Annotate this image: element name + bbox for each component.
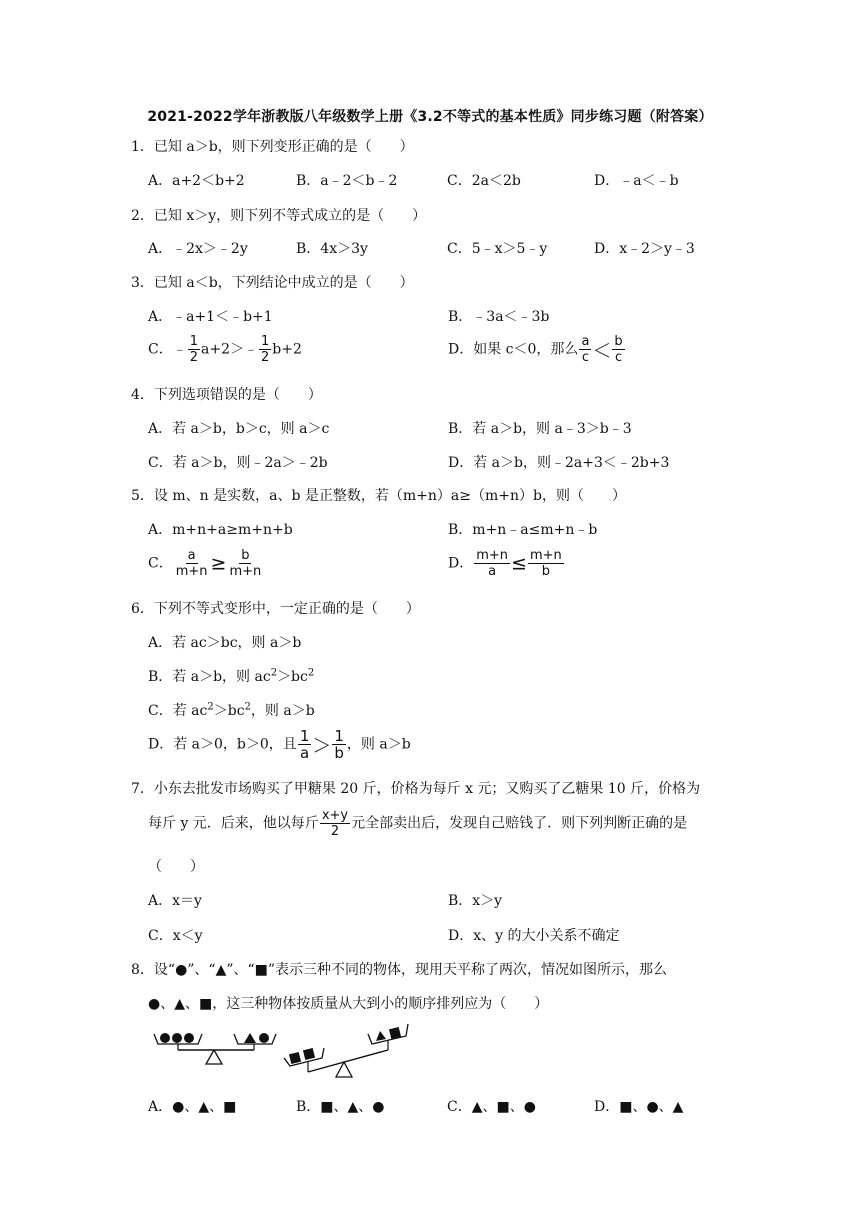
q5-option-a: A．m+n+a≥m+n+b xyxy=(148,522,293,538)
circle-shape xyxy=(259,1033,269,1043)
q5-option-b: B．m+n﹣a≤m+n﹣b xyxy=(448,522,598,538)
question-7-line-3: （ ） xyxy=(148,859,204,875)
circle-shape xyxy=(172,1033,182,1043)
page-title: 2021-2022学年浙教版八年级数学上册《3.2不等式的基本性质》同步练习题（附答案） xyxy=(147,109,713,125)
q8-option-d: D．■、●、▲ xyxy=(594,1099,684,1115)
question-6-stem: 6．下列不等式变形中，一定正确的是（ ） xyxy=(131,601,420,617)
circle-shape xyxy=(160,1033,170,1043)
question-7-line-1: 7．小东去批发市场购买了甲糖果 20 斤，价格为每斤 x 元；又购买了乙糖果 10 斤，价格为 xyxy=(131,781,701,797)
q5-option-c: C． $\frac{a}{m+n}$ ≥ $\frac{b}{m+n}$ xyxy=(148,548,262,579)
fraction: $\frac{b}{m+n}$ xyxy=(229,548,262,579)
q3-option-b: B．﹣3a＜﹣3b xyxy=(448,309,550,325)
q2-option-b: B．4x＞3y xyxy=(296,241,368,257)
q1-option-c: C．2a＜2b xyxy=(447,173,521,189)
fraction: $\frac{m+n}{b}$ xyxy=(529,548,562,579)
square-shape xyxy=(303,1048,315,1060)
q8-option-b: B．■、▲、● xyxy=(296,1099,385,1115)
fraction: $\frac{a}{c}$ xyxy=(581,334,590,365)
circle-shape xyxy=(184,1033,194,1043)
question-5-stem: 5．设 m、n 是实数，a、b 是正整数，若（m+n）a≥（m+n）b，则（ ） xyxy=(131,488,626,504)
q2-option-d: D．x﹣2＞y﹣3 xyxy=(594,241,695,257)
fraction: $\frac{1}{a}$ xyxy=(299,727,310,762)
square-shape xyxy=(289,1052,301,1064)
question-1-stem: 1．已知 a＞b，则下列变形正确的是（ ） xyxy=(131,139,414,155)
q8-option-a: A．●、▲、■ xyxy=(148,1099,237,1115)
q6-option-d: D．若 a＞0，b＞0，且 $\frac{1}{a}$ ＞ $\frac{1}{b}$ ，则 a＞b xyxy=(148,727,411,762)
question-7-line-2: 每斤 y 元．后来，他以每斤 $\frac{x+y}{2}$ 元全部卖出后，发现自己赔钱了．则下列判断正确的是 xyxy=(148,808,688,839)
q1-option-a: A．a+2＜b+2 xyxy=(148,173,245,189)
q2-option-c: C．5﹣x＞5﹣y xyxy=(447,241,548,257)
q4-option-c: C．若 a＞b，则﹣2a＞﹣2b xyxy=(148,455,328,471)
fraction: $\frac{m+n}{a}$ xyxy=(476,548,509,579)
fraction: $\frac{1}{b}$ xyxy=(334,727,344,762)
balance-scale-figure xyxy=(148,1026,278,1076)
fraction: $\frac{x+y}{2}$ xyxy=(321,808,349,839)
question-8-line-2: ●、▲、■，这三种物体按质量从大到小的顺序排列应为（ ） xyxy=(148,996,549,1012)
question-4-stem: 4．下列选项错误的是（ ） xyxy=(131,387,322,403)
q8-option-c: C．▲、■、● xyxy=(447,1099,536,1115)
q4-option-a: A．若 a＞b，b＞c，则 a＞c xyxy=(148,421,330,437)
fraction: $\frac{1}{2}$ xyxy=(260,334,270,365)
q7-option-c: C．x＜y xyxy=(148,928,203,944)
question-3-stem: 3．已知 a＜b，下列结论中成立的是（ ） xyxy=(131,275,414,291)
question-2-stem: 2．已知 x＞y，则下列不等式成立的是（ ） xyxy=(131,208,427,224)
q1-option-b: B．a﹣2＜b﹣2 xyxy=(296,173,398,189)
q6-option-c: C．若 $ac^2>bc^2$，则 a＞b xyxy=(148,701,315,719)
fraction: $\frac{1}{2}$ xyxy=(189,334,198,365)
q5-option-d: D． $\frac{m+n}{a}$ ≤ $\frac{m+n}{b}$ xyxy=(448,548,562,579)
q3-option-d: D．如果 c＜0，那么 $\frac{a}{c}$ ＜ $\frac{b}{c}$ xyxy=(448,334,623,365)
q3-option-a: A．﹣a+1＜﹣b+1 xyxy=(148,309,273,325)
q7-option-a: A．x＝y xyxy=(148,893,202,909)
q7-option-d: D．x、y 的大小关系不确定 xyxy=(448,928,620,944)
q2-option-a: A．﹣2x＞﹣2y xyxy=(148,241,248,257)
q1-option-d: D．﹣a＜﹣b xyxy=(594,173,679,189)
q4-option-b: B．若 a＞b，则 a﹣3＞b﹣3 xyxy=(448,421,632,437)
q4-option-d: D．若 a＞b，则﹣2a+3＜﹣2b+3 xyxy=(448,455,670,471)
q7-option-b: B．x＞y xyxy=(448,893,503,909)
q3-option-c: C．﹣ $\frac{1}{2}$ a+2＞﹣ $\frac{1}{2}$ b+2 xyxy=(148,334,302,365)
triangle-shape xyxy=(376,1031,386,1041)
triangle-shape xyxy=(244,1033,256,1043)
q6-option-b: B．若 a＞b，则 $ac^2>bc^2$ xyxy=(148,667,315,685)
question-8-line-1: 8．设“●”、“▲”、“■”表示三种不同的物体，现用天平称了两次，情况如图所示，那么 xyxy=(131,962,668,978)
balance-scale-figure xyxy=(280,1020,420,1090)
q6-option-a: A．若 ac＞bc，则 a＞b xyxy=(148,635,302,651)
fraction: $\frac{a}{m+n}$ xyxy=(175,548,208,579)
scale-pivot xyxy=(206,1050,222,1064)
fraction: $\frac{b}{c}$ xyxy=(614,334,623,365)
